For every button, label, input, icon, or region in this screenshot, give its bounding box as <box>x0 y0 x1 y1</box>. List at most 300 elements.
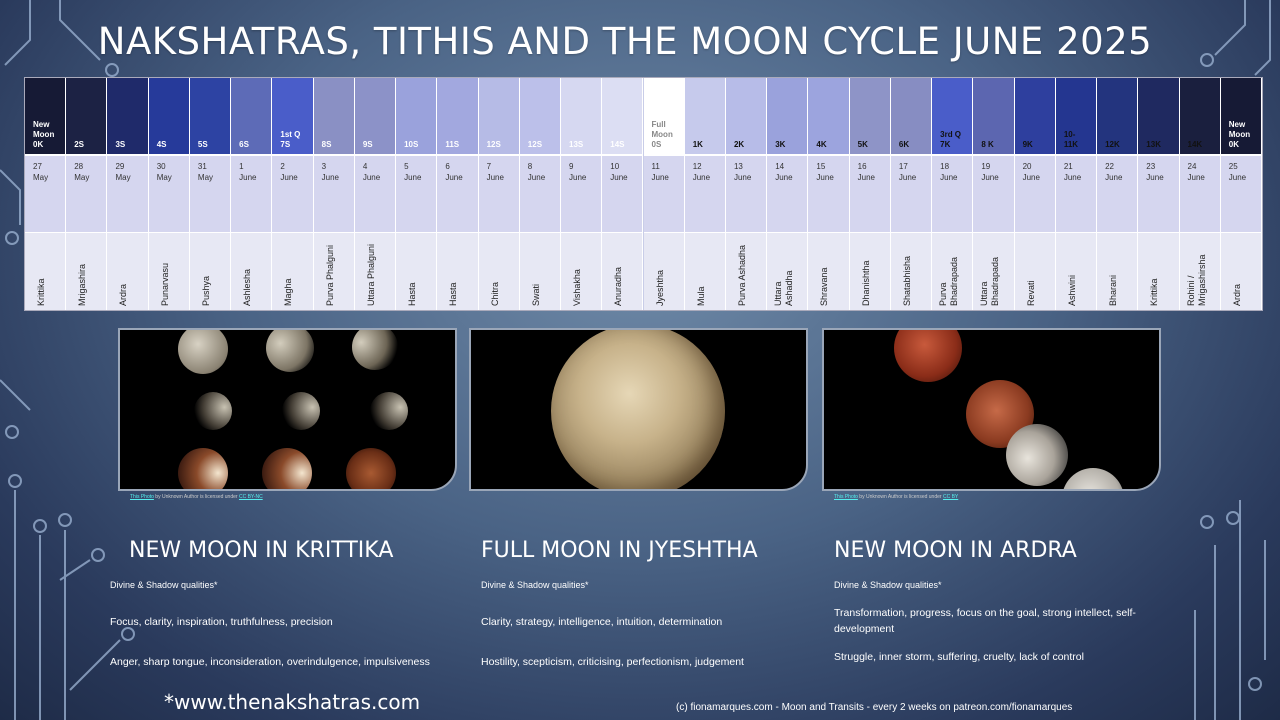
date-label <box>734 161 751 183</box>
tithi-label <box>115 140 125 150</box>
nakshatra-cell <box>1015 232 1055 310</box>
nakshatra-label <box>902 256 913 306</box>
license-link[interactable]: CC BY <box>942 494 959 500</box>
date-line: June <box>610 173 628 182</box>
date-label <box>693 161 710 183</box>
tithi-label <box>280 130 300 150</box>
tithi-line: Moon <box>651 130 673 139</box>
nakshatra-cell <box>355 232 395 310</box>
nakshatra-line: Uttara <box>979 281 990 306</box>
day-column <box>149 78 190 310</box>
date-line: June <box>692 173 711 182</box>
nakshatra-line: Jyeshtha <box>654 269 665 306</box>
date-cell <box>561 154 601 232</box>
date-cell <box>1015 154 1055 232</box>
date-cell <box>272 154 312 232</box>
date-label <box>239 161 256 183</box>
date-cell <box>891 154 931 232</box>
date-label <box>322 161 339 183</box>
tithi-line: Moon <box>33 130 55 139</box>
date-label <box>1229 161 1246 183</box>
tithi-label <box>981 140 993 150</box>
tithi-line: 12K <box>1105 140 1120 149</box>
nakshatra-cell <box>644 232 684 310</box>
tithi-line: 8S <box>321 140 332 149</box>
date-label <box>487 161 504 183</box>
nakshatra-label <box>938 257 960 306</box>
tithi-label <box>487 140 501 150</box>
date-label <box>1105 161 1122 183</box>
nakshatra-line: Bharani <box>1108 274 1119 306</box>
nakshatra-cell <box>932 232 972 310</box>
nakshatra-line: Revati <box>1025 280 1036 306</box>
day-column <box>850 78 891 310</box>
tithi-cell <box>437 78 477 154</box>
nakshatra-label <box>283 278 294 306</box>
day-column <box>1056 78 1097 310</box>
date-label <box>528 161 545 183</box>
tithi-line: 1st Q <box>280 130 301 139</box>
website-link[interactable]: *www.thenakshatras.com <box>164 690 421 714</box>
nakshatra-label <box>407 282 418 306</box>
nakshatra-line: Chitra <box>489 281 500 306</box>
date-label <box>899 161 916 183</box>
day-column <box>190 78 231 310</box>
day-column <box>1097 78 1138 310</box>
date-line: 25 <box>1228 162 1238 171</box>
date-line: June <box>239 173 257 182</box>
date-line: June <box>280 173 298 182</box>
nakshatra-label <box>242 269 253 306</box>
tithi-cell <box>272 78 312 154</box>
date-label <box>1064 161 1081 183</box>
date-label <box>280 161 297 183</box>
nakshatra-cell <box>602 232 642 310</box>
tithi-line: 3K <box>775 140 786 149</box>
tithi-line: 5K <box>857 140 868 149</box>
day-column <box>685 78 726 310</box>
date-label <box>1023 161 1040 183</box>
date-cell <box>1221 154 1261 232</box>
date-line: 17 <box>898 162 908 171</box>
tithi-cell <box>1180 78 1220 154</box>
date-line: June <box>898 173 917 182</box>
day-column <box>1221 78 1262 310</box>
moon-cycle-table <box>24 77 1263 311</box>
tithi-cell <box>1221 78 1261 154</box>
tithi-cell <box>685 78 725 154</box>
date-line: 6 <box>445 162 450 171</box>
nakshatra-line: Magha <box>283 278 294 306</box>
nakshatra-line: Dhanishtha <box>860 260 871 306</box>
tithi-cell <box>1056 78 1096 154</box>
tithi-cell <box>107 78 147 154</box>
tithi-line: 5S <box>197 140 208 149</box>
tithi-label <box>693 140 703 150</box>
day-column <box>314 78 355 310</box>
tithi-cell <box>973 78 1013 154</box>
tithi-cell <box>190 78 230 154</box>
nakshatra-line: Mula <box>695 286 706 306</box>
tithi-label <box>1229 120 1250 150</box>
nakshatra-label <box>118 284 129 306</box>
tithi-label <box>775 140 785 150</box>
nakshatra-cell <box>25 232 65 310</box>
date-label <box>816 161 833 183</box>
date-cell <box>66 154 106 232</box>
nakshatra-cell <box>767 232 807 310</box>
nakshatra-cell <box>149 232 189 310</box>
tithi-label <box>1188 140 1203 150</box>
day-column <box>767 78 808 310</box>
date-line: May <box>33 173 49 182</box>
nakshatra-cell <box>107 232 147 310</box>
date-cell <box>107 154 147 232</box>
nakshatra-label <box>1067 275 1078 306</box>
day-column <box>355 78 396 310</box>
tithi-line: 13K <box>1146 140 1161 149</box>
nakshatra-cell <box>808 232 848 310</box>
section-heading-krittika: NEW MOON IN KRITTIKA <box>129 538 394 563</box>
tithi-cell <box>520 78 560 154</box>
page-title: NAKSHATRAS, TITHIS AND THE MOON CYCLE JUNE 2025 <box>97 20 1153 63</box>
nakshatra-line: Uttara Phalguni <box>365 243 376 306</box>
tithi-label <box>198 140 208 150</box>
tithi-label <box>816 140 826 150</box>
date-label <box>981 161 998 183</box>
day-column <box>891 78 932 310</box>
date-line: May <box>156 173 172 182</box>
nakshatra-cell <box>1221 232 1261 310</box>
tithi-line: 8 K <box>981 140 994 149</box>
date-line: June <box>816 173 834 182</box>
date-cell <box>685 154 725 232</box>
tithi-cell <box>644 78 684 154</box>
tithi-line: 3S <box>115 140 126 149</box>
tithi-label <box>858 140 868 150</box>
day-column <box>973 78 1014 310</box>
divine-qualities: Transformation, progress, focus on the goal, strong intellect, self-development <box>834 607 1136 635</box>
nakshatra-label <box>1026 280 1037 306</box>
photo-credit-link[interactable]: This Photo <box>130 494 154 500</box>
nakshatra-line: Bhadrapada <box>949 256 960 306</box>
nakshatra-cell <box>66 232 106 310</box>
section-heading-ardra: NEW MOON IN ARDRA <box>834 538 1077 563</box>
date-label <box>940 161 957 183</box>
tithi-line: 6S <box>239 140 249 149</box>
tithi-label <box>239 140 249 150</box>
day-column <box>644 78 685 310</box>
date-line: 12 <box>692 162 702 171</box>
tithi-label <box>569 140 583 150</box>
nakshatra-cell <box>520 232 560 310</box>
nakshatra-label <box>366 244 377 306</box>
date-cell <box>1138 154 1178 232</box>
date-line: June <box>940 173 958 182</box>
tithi-line: 7S <box>280 140 291 149</box>
nakshatra-label <box>325 245 336 306</box>
tithi-label <box>734 140 744 150</box>
date-line: June <box>1105 173 1123 182</box>
nakshatra-cell <box>1056 232 1096 310</box>
nakshatra-label <box>160 263 171 306</box>
tithi-cell <box>149 78 189 154</box>
date-line: 31 <box>197 162 207 171</box>
nakshatra-line: Rohini / <box>1185 275 1196 306</box>
day-column <box>396 78 437 310</box>
nakshatra-line: Hasta <box>407 282 418 306</box>
nakshatra-line: Swati <box>530 283 541 306</box>
tithi-label <box>74 140 84 150</box>
tithi-line: 0K <box>1228 140 1239 149</box>
date-line: June <box>445 173 463 182</box>
date-line: June <box>527 173 546 182</box>
nakshatra-line: Purva Phalguni <box>324 244 335 306</box>
tithi-line: 0S <box>651 140 662 149</box>
date-cell <box>932 154 972 232</box>
tithi-line: Moon <box>1228 130 1251 139</box>
date-line: June <box>1022 173 1040 182</box>
date-line: 3 <box>321 162 327 171</box>
nakshatra-label <box>819 267 830 306</box>
date-label <box>115 161 130 183</box>
photo-credit-text: by Unknown Author is licensed under <box>153 494 239 500</box>
date-label <box>404 161 421 183</box>
tithi-line: 9S <box>362 140 373 149</box>
nakshatra-line: Ashwini <box>1066 274 1077 306</box>
tithi-label <box>1105 140 1120 150</box>
tithi-line: 3rd Q <box>940 130 962 139</box>
date-cell <box>973 154 1013 232</box>
nakshatra-line: Krittika <box>1149 278 1160 306</box>
day-column <box>932 78 973 310</box>
tithi-cell <box>66 78 106 154</box>
tithi-cell <box>396 78 436 154</box>
date-line: 30 <box>156 162 166 171</box>
date-cell <box>314 154 354 232</box>
tithi-cell <box>767 78 807 154</box>
tithi-line: 13S <box>569 140 584 149</box>
tithi-label <box>940 130 961 150</box>
date-line: 4 <box>362 162 368 171</box>
nakshatra-cell <box>479 232 519 310</box>
date-line: June <box>857 173 876 182</box>
date-label <box>569 161 586 183</box>
date-label <box>1146 161 1163 183</box>
nakshatra-label <box>655 270 666 306</box>
nakshatra-cell <box>437 232 477 310</box>
day-column <box>272 78 313 310</box>
nakshatra-label <box>737 245 748 306</box>
tithi-label <box>322 140 332 150</box>
date-line: June <box>651 173 669 182</box>
tithi-cell <box>25 78 65 154</box>
nakshatra-label <box>696 286 707 306</box>
nakshatra-line: Ardra <box>1231 283 1242 306</box>
tithi-cell <box>1097 78 1137 154</box>
date-line: June <box>321 173 339 182</box>
date-line: June <box>1146 173 1164 182</box>
nakshatra-line: Ashlesha <box>242 268 253 306</box>
day-column <box>66 78 107 310</box>
nakshatra-label <box>36 278 47 306</box>
tithi-label <box>1146 140 1161 150</box>
tithi-line: 4S <box>156 140 167 149</box>
nakshatra-cell <box>1138 232 1178 310</box>
section-subtitle: Divine & Shadow qualities* <box>481 580 589 590</box>
date-line: 18 <box>940 162 950 171</box>
nakshatra-label <box>773 270 795 306</box>
nakshatra-label <box>531 284 542 306</box>
date-line: 1 <box>239 162 244 171</box>
date-line: June <box>569 173 587 182</box>
tithi-line: 12S <box>486 140 501 149</box>
date-line: 15 <box>816 162 826 171</box>
tithi-line: 14S <box>610 140 625 149</box>
tithi-line: New <box>1228 120 1246 129</box>
date-label <box>74 161 89 183</box>
nakshatra-cell <box>231 232 271 310</box>
tithi-line: 10S <box>404 140 419 149</box>
day-column <box>726 78 767 310</box>
date-line: June <box>486 173 504 182</box>
tithi-line: 0K <box>33 140 44 149</box>
tithi-cell <box>808 78 848 154</box>
date-line: 16 <box>857 162 867 171</box>
nakshatra-label <box>490 282 501 306</box>
date-cell <box>726 154 766 232</box>
nakshatra-line: Pushya <box>200 275 211 306</box>
nakshatra-line: Ardra <box>118 283 129 306</box>
tithi-cell <box>1015 78 1055 154</box>
date-line: 21 <box>1063 162 1073 171</box>
tithi-cell <box>932 78 972 154</box>
tithi-label <box>652 120 673 150</box>
date-line: June <box>1063 173 1082 182</box>
nakshatra-line: Mrigashira <box>77 263 88 306</box>
date-line: 9 <box>569 162 574 171</box>
day-column <box>520 78 561 310</box>
tithi-line: 11K <box>1063 140 1079 149</box>
day-column <box>107 78 148 310</box>
date-cell <box>767 154 807 232</box>
nakshatra-label <box>1108 275 1119 306</box>
tithi-label <box>363 140 373 150</box>
date-label <box>610 161 627 183</box>
tithi-line: New <box>33 120 50 129</box>
eclipse-sequence-photo <box>118 328 457 491</box>
date-line: 23 <box>1146 162 1156 171</box>
tithi-cell <box>314 78 354 154</box>
date-line: May <box>115 173 131 182</box>
date-cell <box>850 154 890 232</box>
section-heading-jyeshtha: FULL MOON IN JYESHTHA <box>481 538 758 563</box>
tithi-label <box>404 140 418 150</box>
nakshatra-label <box>448 282 459 306</box>
tithi-cell <box>891 78 931 154</box>
nakshatra-cell <box>314 232 354 310</box>
day-column <box>1180 78 1221 310</box>
nakshatra-label <box>613 267 624 306</box>
tithi-line: 9K <box>1022 140 1033 149</box>
photo-credit-text: by Unknown Author is licensed under <box>857 494 943 500</box>
date-cell <box>1180 154 1220 232</box>
tithi-line: 6K <box>898 140 910 149</box>
date-label <box>858 161 875 183</box>
date-label <box>1188 161 1205 183</box>
date-line: 5 <box>404 162 409 171</box>
date-line: June <box>733 173 752 182</box>
tithi-line: 2S <box>74 140 85 149</box>
nakshatra-label <box>1149 278 1160 306</box>
tithi-label <box>33 120 54 150</box>
date-label <box>363 161 380 183</box>
date-cell <box>25 154 65 232</box>
date-line: 27 <box>33 162 42 171</box>
nakshatra-line: Purva Ashadha <box>736 244 747 306</box>
shadow-qualities: Anger, sharp tongue, inconsideration, overindulgence, impulsiveness <box>110 656 430 668</box>
date-line: June <box>362 173 381 182</box>
nakshatra-cell <box>561 232 601 310</box>
date-line: June <box>1228 173 1247 182</box>
nakshatra-line: Vishakha <box>572 269 583 306</box>
tithi-cell <box>850 78 890 154</box>
date-cell <box>149 154 189 232</box>
date-label <box>775 161 792 183</box>
date-line: 13 <box>733 162 743 171</box>
tithi-label <box>157 140 167 150</box>
date-cell <box>520 154 560 232</box>
nakshatra-cell <box>396 232 436 310</box>
tithi-label <box>445 140 459 150</box>
date-label <box>445 161 462 183</box>
divine-qualities: Focus, clarity, inspiration, truthfulness, precision <box>110 616 333 628</box>
date-line: 11 <box>651 162 660 171</box>
date-cell <box>437 154 477 232</box>
nakshatra-line: Anuradha <box>613 266 624 306</box>
tithi-label <box>528 140 542 150</box>
day-column <box>602 78 643 310</box>
nakshatra-label <box>979 257 1001 306</box>
date-cell <box>355 154 395 232</box>
nakshatra-cell <box>973 232 1013 310</box>
tithi-cell <box>726 78 766 154</box>
date-cell <box>808 154 848 232</box>
tithi-line: 12S <box>527 140 543 149</box>
photo-credit-link[interactable]: This Photo <box>834 494 858 500</box>
license-link[interactable]: CC BY-NC <box>238 494 263 500</box>
tithi-line: 7K <box>940 140 951 149</box>
tithi-line: 14K <box>1187 140 1203 149</box>
divine-qualities: Clarity, strategy, intelligence, intuition, determination <box>481 616 723 628</box>
section-subtitle: Divine & Shadow qualities* <box>834 580 942 590</box>
tithi-cell <box>561 78 601 154</box>
nakshatra-line: Bhadrapada <box>990 256 1001 306</box>
date-cell <box>396 154 436 232</box>
day-column <box>479 78 520 310</box>
day-column <box>25 78 66 310</box>
tithi-cell <box>602 78 642 154</box>
nakshatra-label <box>1232 284 1243 306</box>
tithi-line: 11S <box>445 140 460 149</box>
nakshatra-line: Krittika <box>36 278 46 306</box>
tithi-line: Full <box>651 120 666 129</box>
tithi-label <box>610 140 624 150</box>
shadow-qualities: Hostility, scepticism, criticising, perfectionism, judgement <box>481 656 744 668</box>
nakshatra-cell <box>1180 232 1220 310</box>
date-line: May <box>74 173 90 182</box>
date-line: 22 <box>1105 162 1114 171</box>
